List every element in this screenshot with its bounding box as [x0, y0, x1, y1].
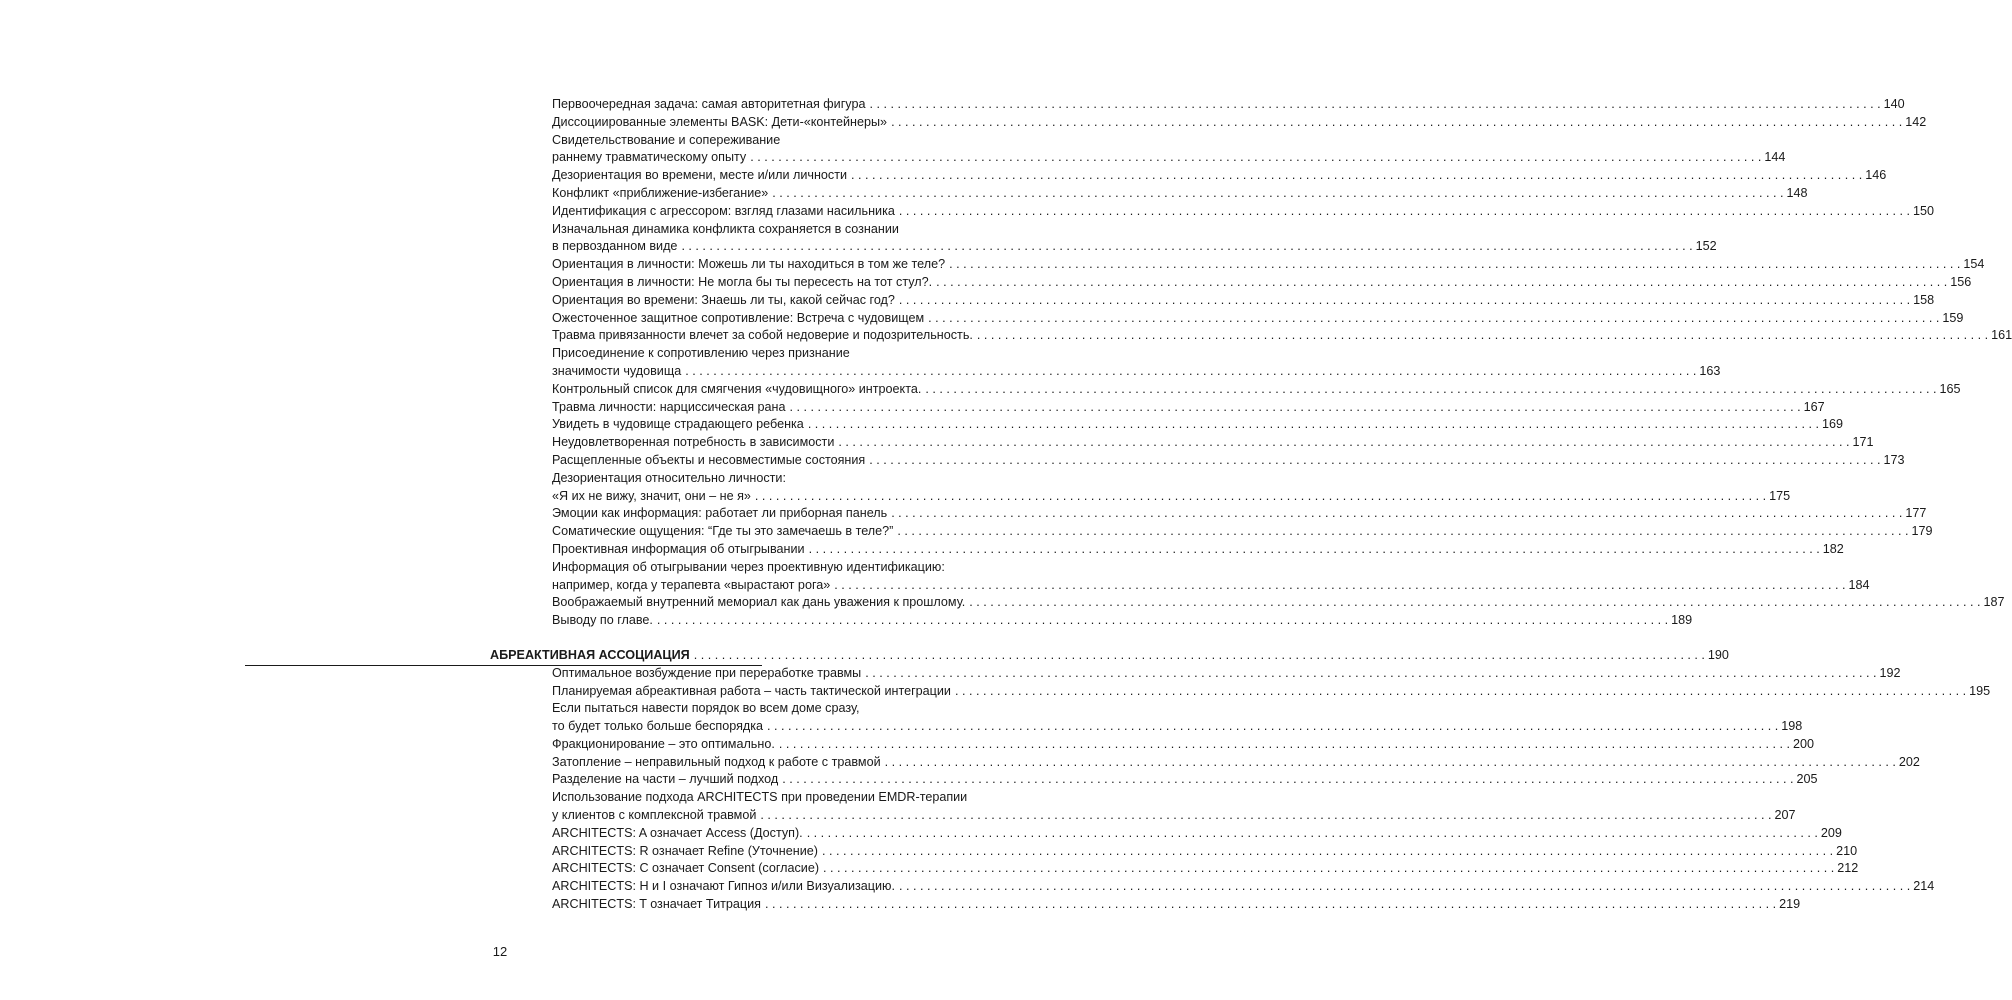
toc-leader-dots: [690, 647, 1707, 665]
toc-entry-title: Ориентация в личности: Не могла бы ты пересесть на тот стул?.: [552, 274, 933, 289]
toc-leader-dots: [746, 149, 1763, 167]
toc-leader-dots: [761, 896, 1778, 914]
toc-leader-dots: [804, 416, 1821, 434]
toc-entry-page: 202: [1898, 754, 1920, 769]
toc-entry: [0, 292, 1935, 310]
toc-entry: [0, 559, 1870, 595]
toc-entry-title: АБРЕАКТИВНАЯ АССОЦИАЦИЯ: [490, 647, 690, 662]
toc-entry-title: Эмоции как информация: работает ли приборная панель: [552, 506, 888, 521]
toc-entry-title: Разделение на части – лучший подход: [552, 772, 779, 787]
toc-entry-title: ARCHITECTS: A означает Access (Доступ).: [552, 825, 803, 840]
toc-entry-title: ARCHITECTS: R означает Refine (Уточнение): [552, 843, 818, 858]
toc-entry-title: ARCHITECTS: T означает Титрация: [552, 897, 761, 912]
toc-entry-line: [276, 399, 1825, 417]
toc-leader-dots: [924, 310, 1941, 328]
toc-entry-title: раннему травматическому опыту: [552, 150, 747, 165]
toc-entry-title: Неудовлетворенная потребность в зависимости: [552, 435, 835, 450]
toc-entry-line: [276, 434, 1874, 452]
toc-entry-page: 167: [1803, 399, 1825, 414]
toc-entry: [0, 896, 1801, 914]
toc-leader-dots: [768, 185, 1785, 203]
table-of-contents: [0, 96, 2012, 914]
toc-entry: [0, 754, 1920, 772]
toc-entry-page: 198: [1781, 719, 1803, 734]
toc-entry: [0, 470, 1791, 506]
toc-entry: [0, 789, 1796, 825]
toc-entry-line: [276, 825, 1842, 843]
toc-entry-page: 212: [1837, 861, 1859, 876]
toc-entry-title: Соматические ощущения: “Где ты это замечаешь в теле?”: [552, 524, 894, 539]
toc-entry-page: 159: [1942, 310, 1964, 325]
toc-leader-dots: [785, 399, 1802, 417]
toc-entry-line: [276, 452, 1905, 470]
toc-entry-page: 148: [1786, 185, 1808, 200]
toc-entry: [0, 523, 1933, 541]
toc-entry: [0, 399, 1825, 417]
toc-entry-page: 173: [1883, 452, 1905, 467]
toc-entry: [0, 541, 1844, 559]
toc-entry-page: 161: [1991, 328, 2012, 343]
toc-leader-dots: [775, 736, 1792, 754]
toc-entry-line: [276, 505, 1927, 523]
toc-entry: [0, 381, 1961, 399]
toc-entry-page: 189: [1671, 613, 1693, 628]
toc-leader-dots: [895, 878, 1912, 896]
toc-entry: [0, 771, 1818, 789]
toc-entry-title: Использование подхода ARCHITECTS при проведении EMDR-терапии: [552, 790, 968, 805]
toc-leader-dots: [895, 292, 1912, 310]
toc-leader-dots: [887, 505, 1904, 523]
toc-entry-line: [276, 274, 1972, 292]
toc-entry: [0, 452, 1905, 470]
toc-entry: [0, 310, 1964, 328]
toc-entry-page: 205: [1796, 772, 1818, 787]
toc-leader-dots: [881, 754, 1898, 772]
toc-leader-dots: [973, 327, 1990, 345]
toc-entry: [0, 132, 1786, 168]
toc-entry-line: [276, 559, 1038, 577]
toc-leader-dots: [893, 523, 1910, 541]
toc-entry-page: 209: [1820, 825, 1842, 840]
toc-entry: [0, 167, 1887, 185]
toc-leader-dots: [887, 114, 1904, 132]
toc-entry-title: то будет только больше беспорядка: [552, 719, 764, 734]
toc-entry-title: Диссоциированные элементы BASK: Дети-«контейнеры»: [552, 114, 888, 129]
toc-entry-title: Ориентация во времени: Знаешь ли ты, какой сейчас год?: [552, 292, 895, 307]
toc-entry: [0, 434, 1874, 452]
toc-entry-page: 165: [1939, 381, 1961, 396]
toc-entry-line: [276, 577, 1870, 595]
toc-entry-page: 158: [1913, 292, 1935, 307]
toc-entry-page: 214: [1913, 879, 1935, 894]
toc-entry-page: 177: [1905, 506, 1927, 521]
toc-entry: [0, 683, 1991, 701]
toc-entry-page: 200: [1793, 736, 1815, 751]
toc-entry-line: [276, 665, 1901, 683]
toc-leader-dots: [895, 203, 1912, 221]
toc-entry: [0, 665, 1901, 683]
toc-entry-page: 182: [1822, 541, 1844, 556]
toc-entry-title: Увидеть в чудовище страдающего ребенка: [552, 417, 804, 432]
toc-leader-dots: [819, 860, 1836, 878]
toc-entry-line: [276, 416, 1844, 434]
toc-leader-dots: [847, 167, 1864, 185]
toc-entry-line: [276, 878, 1935, 896]
toc-leader-dots: [965, 594, 1982, 612]
toc-entry-page: 152: [1695, 239, 1717, 254]
toc-leader-dots: [803, 825, 1820, 843]
toc-entry-line: [276, 327, 2012, 345]
toc-section-heading: [0, 647, 1729, 665]
toc-entry-line: [276, 718, 1803, 736]
toc-entry-line: [245, 647, 1729, 665]
toc-entry-line: [276, 807, 1796, 825]
toc-entry: [0, 860, 1859, 878]
toc-entry-title: Свидетельствование и сопереживание: [552, 132, 781, 147]
toc-entry-title: ARCHITECTS: C означает Consent (согласие): [552, 861, 820, 876]
toc-entry-title: Идентификация с агрессором: взгляд глазами насильника: [552, 203, 895, 218]
toc-entry: [0, 416, 1844, 434]
toc-leader-dots: [932, 274, 1949, 292]
toc-entry-title: Информация об отыгрывании через проективную идентификацию:: [552, 559, 945, 574]
toc-entry-title: в первозданном виде: [552, 239, 678, 254]
toc-entry-title: Фракционирование – это оптимально.: [552, 736, 775, 751]
toc-entry-title: «Я их не вижу, значит, они – не я»: [552, 488, 751, 503]
toc-entry-page: 192: [1879, 665, 1901, 680]
toc-entry: [0, 878, 1935, 896]
toc-leader-dots: [865, 96, 1882, 114]
toc-entry-title: Если пытаться навести порядок во всем доме сразу,: [552, 701, 860, 716]
toc-entry: [0, 700, 1803, 736]
toc-leader-dots: [805, 541, 1822, 559]
toc-entry-page: 171: [1852, 435, 1874, 450]
toc-entry-page: 187: [1983, 595, 2005, 610]
toc-entry: [0, 345, 1721, 381]
toc-entry: [0, 825, 1842, 843]
toc-entry-page: 179: [1911, 524, 1933, 539]
toc-entry-title: Оптимальное возбуждение при переработке травмы: [552, 665, 862, 680]
toc-entry-page: 146: [1865, 168, 1887, 183]
toc-entry-line: [276, 149, 1786, 167]
toc-entry-title: например, когда у терапевта «вырастают рога»: [552, 577, 831, 592]
toc-entry-page: 169: [1822, 417, 1844, 432]
toc-leader-dots: [653, 612, 1670, 630]
toc-entry-title: Изначальная динамика конфликта сохраняется в сознании: [552, 221, 899, 236]
toc-entry-page: 156: [1950, 274, 1972, 289]
toc-entry-title: Дезориентация относительно личности:: [552, 470, 786, 485]
toc-entry-title: Воображаемый внутренний мемориал как дань уважения к прошлому.: [552, 595, 966, 610]
toc-entry: [0, 185, 1808, 203]
toc-entry-page: 150: [1913, 203, 1935, 218]
toc-entry-page: 219: [1779, 897, 1801, 912]
toc-entry-line: [276, 860, 1859, 878]
toc-entry-line: [276, 612, 1693, 630]
toc-entry: [0, 843, 1858, 861]
toc-entry-line: [276, 203, 1935, 221]
toc-entry-page: 195: [1969, 683, 1991, 698]
toc-leader-dots: [763, 718, 1780, 736]
toc-entry-title: Ожесточенное защитное сопротивление: Встреча с чудовищем: [552, 310, 925, 325]
toc-entry: [0, 203, 1935, 221]
toc-entry-line: [276, 541, 1844, 559]
toc-leader-dots: [751, 488, 1768, 506]
toc-entry: [0, 594, 2005, 612]
toc-leader-dots: [818, 843, 1835, 861]
toc-entry-title: Конфликт «приближение-избегание»: [552, 185, 769, 200]
toc-entry-line: [276, 700, 1038, 718]
toc-entry: [0, 612, 1693, 630]
toc-entry-line: [276, 363, 1721, 381]
toc-entry-line: [276, 594, 2005, 612]
toc-entry-line: [276, 470, 1038, 488]
toc-leader-dots: [951, 683, 1968, 701]
toc-entry-line: [276, 96, 1905, 114]
toc-entry-title: Расщепленные объекты и несовместимые состояния: [552, 452, 866, 467]
toc-entry: [0, 505, 1927, 523]
toc-entry-title: Планируемая абреактивная работа – часть тактической интеграции: [552, 683, 951, 698]
toc-entry-page: 163: [1699, 363, 1721, 378]
toc-entry-line: [276, 345, 1038, 363]
toc-entry-title: значимости чудовища: [552, 363, 682, 378]
toc-entry-line: [276, 843, 1858, 861]
toc-entry: [0, 114, 1927, 132]
toc-entry-title: Первоочередная задача: самая авторитетная фигура: [552, 97, 866, 111]
toc-entry: [0, 256, 1985, 274]
toc-leader-dots: [834, 434, 1851, 452]
section-gap: [0, 630, 1000, 647]
toc-entry-title: Затопление – неправильный подход к работе с травмой: [552, 754, 881, 769]
toc-leader-dots: [865, 452, 1882, 470]
toc-entry-line: [276, 114, 1927, 132]
toc-entry-line: [276, 310, 1964, 328]
toc-entry-title: Выводу по главе.: [552, 613, 653, 628]
toc-entry-line: [276, 292, 1935, 310]
toc-entry-title: Присоединение к сопротивлению через признание: [552, 346, 850, 361]
toc-leader-dots: [945, 256, 1962, 274]
toc-entry: [0, 736, 1815, 754]
toc-entry-line: [276, 754, 1920, 772]
toc-entry-page: 175: [1769, 488, 1791, 503]
toc-entry: [0, 96, 1905, 114]
toc-entry-title: у клиентов с комплексной травмой: [552, 808, 757, 823]
toc-entry-line: [276, 167, 1887, 185]
toc-entry-title: ARCHITECTS: H и I означают Гипноз и/или Визуализацию.: [552, 879, 895, 894]
toc-entry-line: [276, 238, 1717, 256]
toc-entry-page: 207: [1774, 808, 1796, 823]
toc-leader-dots: [756, 807, 1773, 825]
toc-leader-dots: [677, 238, 1694, 256]
toc-entry-page: 190: [1707, 647, 1729, 662]
toc-entry-line: [276, 132, 1038, 150]
toc-entry-title: Контрольный список для смягчения «чудовищного» интроекта.: [552, 381, 922, 396]
toc-leader-dots: [921, 381, 1938, 399]
toc-entry-line: [276, 256, 1985, 274]
toc-entry-line: [276, 683, 1991, 701]
toc-entry: [0, 221, 1717, 257]
toc-entry-line: [276, 381, 1961, 399]
toc-entry-title: Ориентация в личности: Можешь ли ты находиться в том же теле?: [552, 257, 946, 272]
toc-leader-dots: [778, 771, 1795, 789]
toc-entry-title: Травма привязанности влечет за собой недоверие и подозрительность.: [552, 328, 973, 343]
toc-entry-line: [276, 771, 1818, 789]
toc-entry-title: Дезориентация во времени, месте и/или личности: [552, 168, 848, 183]
toc-leader-dots: [861, 665, 1878, 683]
toc-entry-page: 140: [1883, 97, 1905, 111]
toc-entry-line: [276, 523, 1933, 541]
toc-entry-line: [276, 896, 1801, 914]
toc-entry-title: Проективная информация об отыгрывании: [552, 541, 805, 556]
toc-entry-page: 184: [1848, 577, 1870, 592]
toc-entry-page: 154: [1963, 257, 1985, 272]
toc-leader-dots: [830, 577, 1847, 595]
toc-entry: [0, 327, 2012, 345]
toc-entry-line: [276, 185, 1808, 203]
toc-entry-line: [276, 488, 1791, 506]
toc-entry-title: Травма личности: нарциссическая рана: [552, 399, 786, 414]
toc-leader-dots: [681, 363, 1698, 381]
toc-entry-line: [276, 736, 1815, 754]
toc-entry-page: 142: [1905, 114, 1927, 129]
page-number: 12: [492, 944, 508, 959]
toc-entry-line: [276, 221, 1038, 239]
toc-entry-page: 144: [1764, 150, 1786, 165]
toc-entry-line: [276, 789, 1038, 807]
toc-entry: [0, 274, 1972, 292]
toc-entry-page: 210: [1836, 843, 1858, 858]
